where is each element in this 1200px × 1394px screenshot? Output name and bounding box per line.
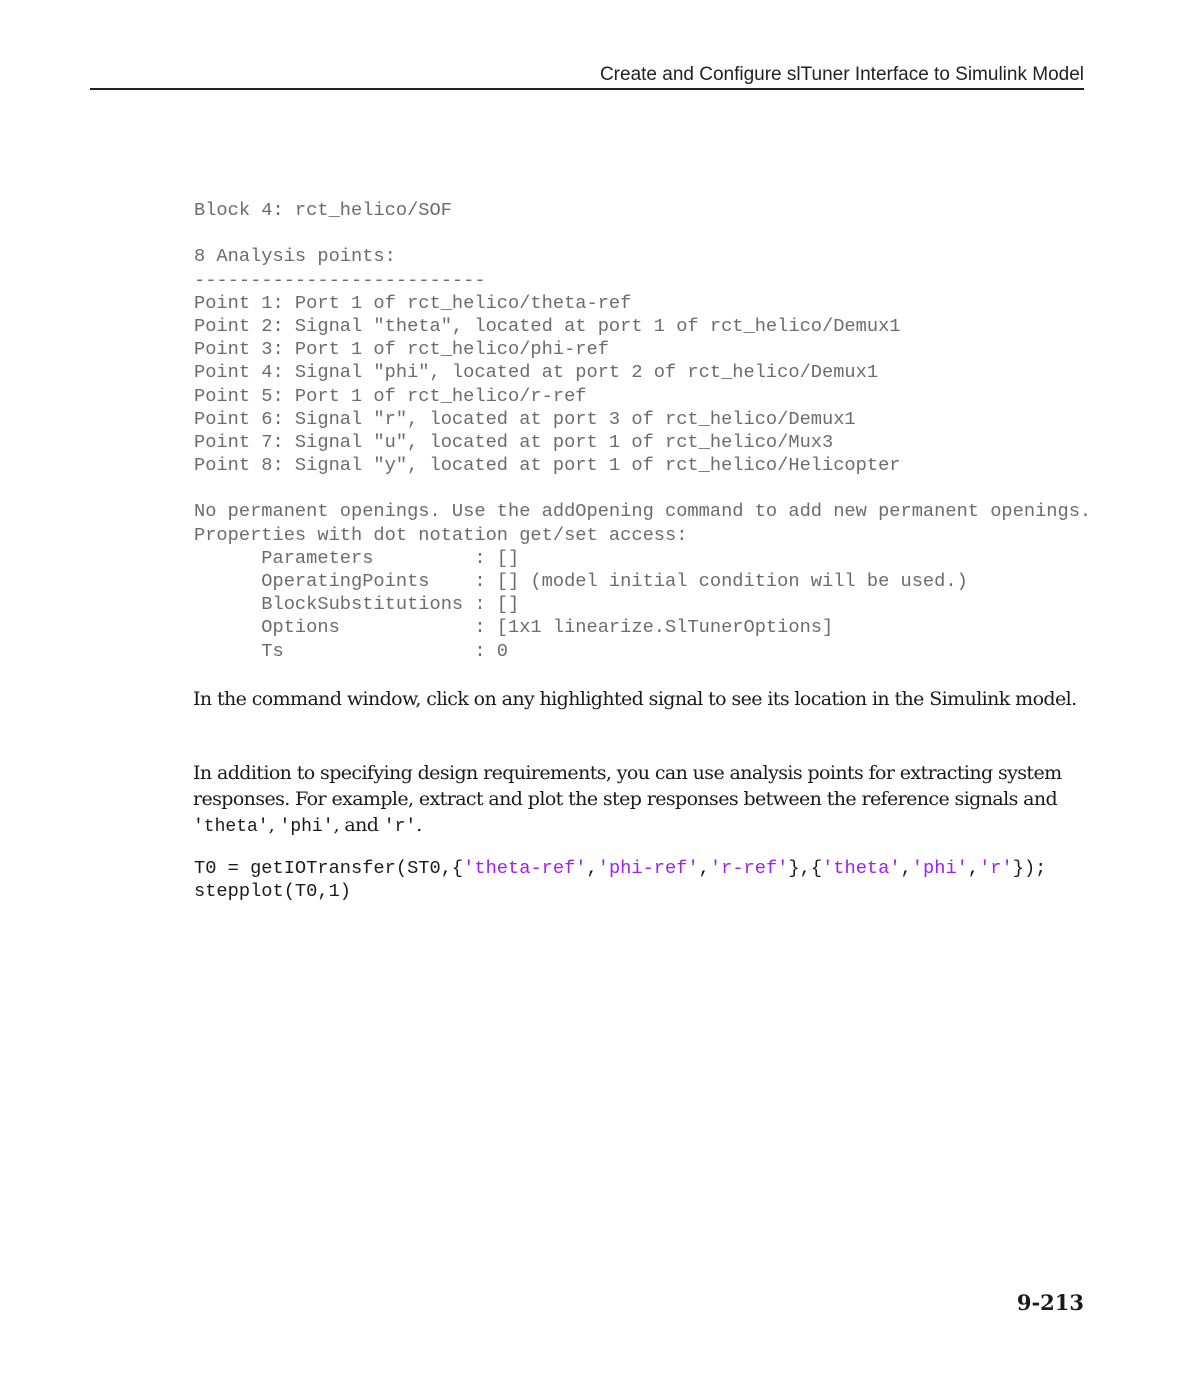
output-line: Point 6: Signal "r", located at port 3 of rct_helico/Demux1 (194, 407, 856, 430)
code-text: , (586, 857, 598, 879)
inline-code-r: 'r' (383, 817, 417, 837)
running-header (90, 62, 1084, 90)
output-line: Parameters : [] (194, 546, 520, 569)
string-literal: 'phi-ref' (597, 857, 699, 879)
output-line: 8 Analysis points: (194, 245, 396, 268)
output-line: Point 7: Signal "u", located at port 1 of rct_helico/Mux3 (194, 430, 834, 453)
code-text: },{ (788, 857, 823, 879)
command-output (194, 199, 1091, 663)
code-text: T0 = getIOTransfer(ST0,{ (194, 857, 464, 879)
output-line: No permanent openings. Use the addOpening command to add new permanent openings. (194, 500, 1092, 523)
output-line: Point 8: Signal "y", located at port 1 of rct_helico/Helicopter (194, 454, 901, 477)
output-line: OperatingPoints : [] (model initial condition will be used.) (194, 570, 968, 592)
output-line: Point 1: Port 1 of rct_helico/theta-ref (194, 291, 632, 314)
code-example (194, 857, 1046, 903)
code-text: , (967, 857, 980, 879)
string-literal: 'theta' (822, 857, 901, 879)
code-text: , (900, 857, 912, 879)
output-line: Point 4: Signal "phi", located at port 2 of rct_helico/Demux1 (194, 361, 879, 384)
output-line: Block 4: rct_helico/SOF (194, 199, 452, 221)
paragraph-command-window: In the command window, click on any highlighted signal to see its location in the Simulink model. (193, 688, 1077, 710)
output-line: Point 2: Signal "theta", located at port 1 of rct_helico/Demux1 (194, 314, 901, 337)
paragraph-separator: , (268, 814, 280, 836)
output-line (194, 222, 1091, 245)
output-line: Properties with dot notation get/set access: (194, 523, 688, 546)
string-literal: 'r-ref' (709, 857, 789, 879)
output-line: Point 5: Port 1 of rct_helico/r-ref (194, 384, 587, 407)
code-text: , (698, 857, 710, 879)
running-header-title: Create and Configure slTuner Interface to Simulink Model (599, 64, 1084, 85)
paragraph-text: In addition to specifying design requirements, you can use analysis points for extracting system responses. For example, extract and plot the step responses between the reference signals and (193, 762, 1062, 810)
paragraph-analysis-points (193, 760, 1093, 840)
code-line: stepplot(T0,1) (194, 880, 352, 903)
page-number: 9-213 (1016, 1290, 1084, 1315)
string-literal: 'r' (979, 857, 1013, 879)
output-line: -------------------------- (194, 268, 486, 291)
inline-code-phi: 'phi' (279, 817, 334, 837)
paragraph-separator: , and (333, 814, 384, 836)
output-line: Ts : 0 (194, 639, 509, 662)
output-line (194, 477, 1091, 500)
output-line: Point 3: Port 1 of rct_helico/phi-ref (194, 338, 609, 361)
inline-code-theta: 'theta' (193, 817, 269, 837)
code-text: }); (1012, 857, 1047, 879)
paragraph-text-end: . (416, 814, 422, 836)
output-line: BlockSubstitutions : [] (194, 593, 520, 616)
string-literal: 'phi' (911, 857, 968, 879)
string-literal: 'theta-ref' (463, 857, 587, 879)
output-line: Options : [1x1 linearize.SlTunerOptions] (194, 616, 834, 639)
